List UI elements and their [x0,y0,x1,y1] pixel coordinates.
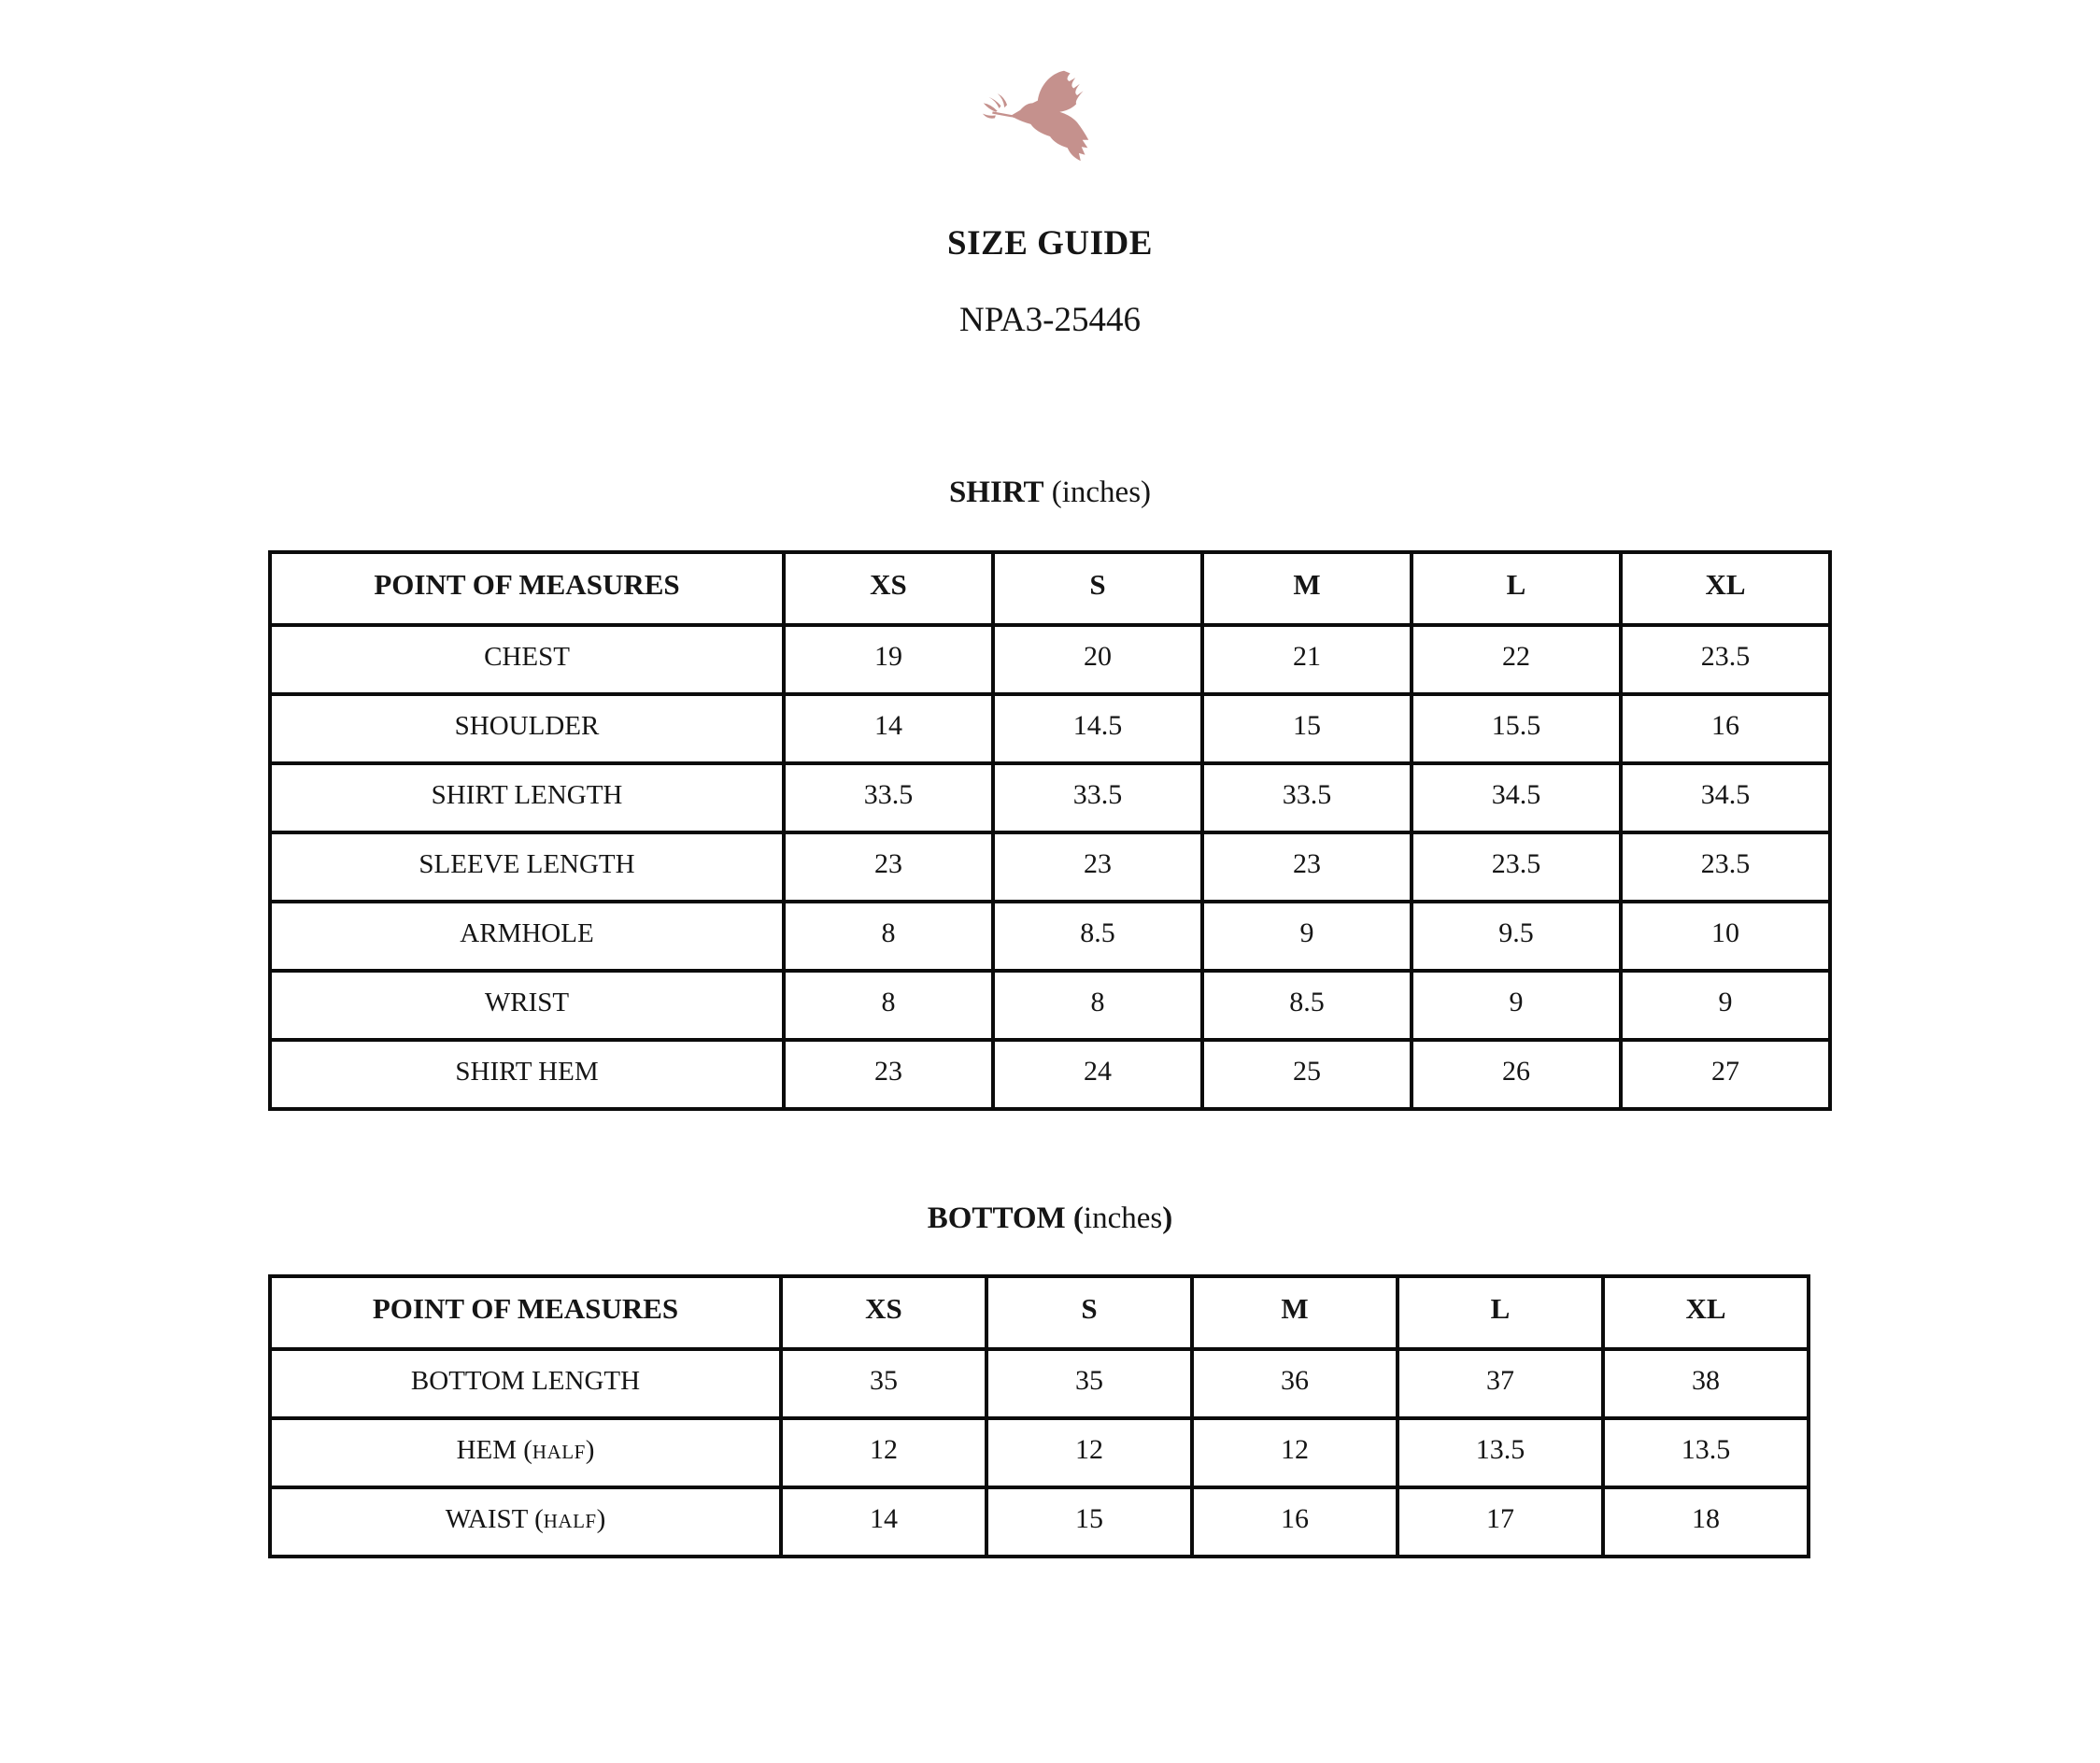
table-row-shoulder [270,694,1830,763]
cell-value: 25 [1202,1040,1412,1109]
table-row-sleeve-length [270,832,1830,902]
shirt-column-header-xl: XL [1621,552,1830,625]
cell-value: 8 [784,902,993,971]
row-label-text: WAIST ( [445,1504,544,1534]
bottom-column-header-xl: XL [1603,1276,1809,1349]
cell-value: 24 [993,1040,1202,1109]
cell-value: 23.5 [1621,832,1830,902]
row-label [270,832,784,902]
bottom-size-table [268,1274,1810,1558]
cell-value: 8.5 [993,902,1202,971]
cell-value: 33.5 [1202,763,1412,832]
cell-value: 18 [1603,1487,1809,1557]
table-row-bottom-length [270,1349,1809,1418]
cell-value: 16 [1192,1487,1398,1557]
table-row-shirt-hem [270,1040,1830,1109]
cell-value: 8.5 [1202,971,1412,1040]
row-label-text: HEM ( [456,1435,532,1465]
table-row-chest [270,625,1830,694]
cell-value: 15 [986,1487,1192,1557]
bottom-section-heading [0,1198,2100,1239]
row-label [270,1418,781,1487]
cell-value: 14 [784,694,993,763]
shirt-heading-name: SHIRT [948,476,1044,509]
shirt-column-header-m: M [1202,552,1412,625]
row-label-text: WRIST [484,988,570,1017]
cell-value: 10 [1621,902,1830,971]
cell-value: 36 [1192,1349,1398,1418]
table-row-wrist [270,971,1830,1040]
cell-value: 15.5 [1412,694,1621,763]
row-label-text: SHOULDER [454,711,600,741]
cell-value: 9.5 [1412,902,1621,971]
row-label-text: CHEST [484,642,570,672]
shirt-column-header-s: S [993,552,1202,625]
shirt-section-heading [0,472,2100,513]
cell-value: 26 [1412,1040,1621,1109]
row-label [270,1349,781,1418]
cell-value: 35 [986,1349,1192,1418]
cell-value: 9 [1621,971,1830,1040]
cell-value: 33.5 [993,763,1202,832]
row-label-suffix: ) [585,1435,595,1465]
cell-value: 35 [781,1349,986,1418]
cell-value: 8 [784,971,993,1040]
cell-value: 20 [993,625,1202,694]
row-label-smallcaps: HALF [543,1510,597,1532]
bottom-heading-suffix: ) [1162,1201,1173,1235]
shirt-heading-unit: (inches) [1043,476,1152,509]
shirt-column-header-point-of-measures: POINT OF MEASURES [270,552,784,625]
cell-value: 9 [1202,902,1412,971]
row-label-text: SHIRT HEM [455,1057,599,1087]
table-row-hem-half [270,1418,1809,1487]
cell-value: 22 [1412,625,1621,694]
cell-value: 13.5 [1398,1418,1603,1487]
table-row-shirt-length [270,763,1830,832]
row-label-text: SLEEVE LENGTH [419,849,635,879]
row-label [270,902,784,971]
cell-value: 34.5 [1621,763,1830,832]
cell-value: 21 [1202,625,1412,694]
bottom-column-header-s: S [986,1276,1192,1349]
cell-value: 16 [1621,694,1830,763]
product-code: NPA3-25446 [959,301,1141,339]
row-label-text: BOTTOM LENGTH [410,1366,641,1396]
page-title: SIZE GUIDE [947,224,1153,263]
cell-value: 14 [781,1487,986,1557]
cell-value: 17 [1398,1487,1603,1557]
cell-value: 34.5 [1412,763,1621,832]
row-label [270,763,784,832]
cell-value: 12 [1192,1418,1398,1487]
cell-value: 19 [784,625,993,694]
row-label [270,971,784,1040]
row-label [270,694,784,763]
cell-value: 38 [1603,1349,1809,1418]
cell-value: 14.5 [993,694,1202,763]
row-label-text: ARMHOLE [460,918,594,948]
row-label [270,1040,784,1109]
cell-value: 15 [1202,694,1412,763]
bottom-table-header-row [270,1276,1809,1349]
shirt-column-header-xs: XS [784,552,993,625]
row-label-suffix: ) [596,1504,606,1534]
cell-value: 33.5 [784,763,993,832]
cell-value: 8 [993,971,1202,1040]
row-label-text: SHIRT LENGTH [431,780,623,810]
dove-with-olive-branch-icon [980,65,1120,179]
row-label-smallcaps: HALF [532,1441,586,1463]
cell-value: 12 [781,1418,986,1487]
shirt-table-header-row [270,552,1830,625]
bottom-column-header-l: L [1398,1276,1603,1349]
bottom-column-header-xs: XS [781,1276,986,1349]
cell-value: 13.5 [1603,1418,1809,1487]
cell-value: 12 [986,1418,1192,1487]
row-label [270,1487,781,1557]
table-row-armhole [270,902,1830,971]
brand-logo [0,0,2100,179]
cell-value: 9 [1412,971,1621,1040]
shirt-column-header-l: L [1412,552,1621,625]
bottom-heading-name: BOTTOM ( [927,1201,1084,1235]
cell-value: 23 [784,832,993,902]
cell-value: 23.5 [1621,625,1830,694]
cell-value: 23 [1202,832,1412,902]
bottom-column-header-m: M [1192,1276,1398,1349]
cell-value: 23.5 [1412,832,1621,902]
bottom-column-header-point-of-measures: POINT OF MEASURES [270,1276,781,1349]
row-label [270,625,784,694]
bottom-heading-unit: inches [1083,1201,1163,1235]
cell-value: 27 [1621,1040,1830,1109]
cell-value: 37 [1398,1349,1603,1418]
table-row-waist-half [270,1487,1809,1557]
cell-value: 23 [993,832,1202,902]
shirt-size-table [268,550,1832,1111]
cell-value: 23 [784,1040,993,1109]
